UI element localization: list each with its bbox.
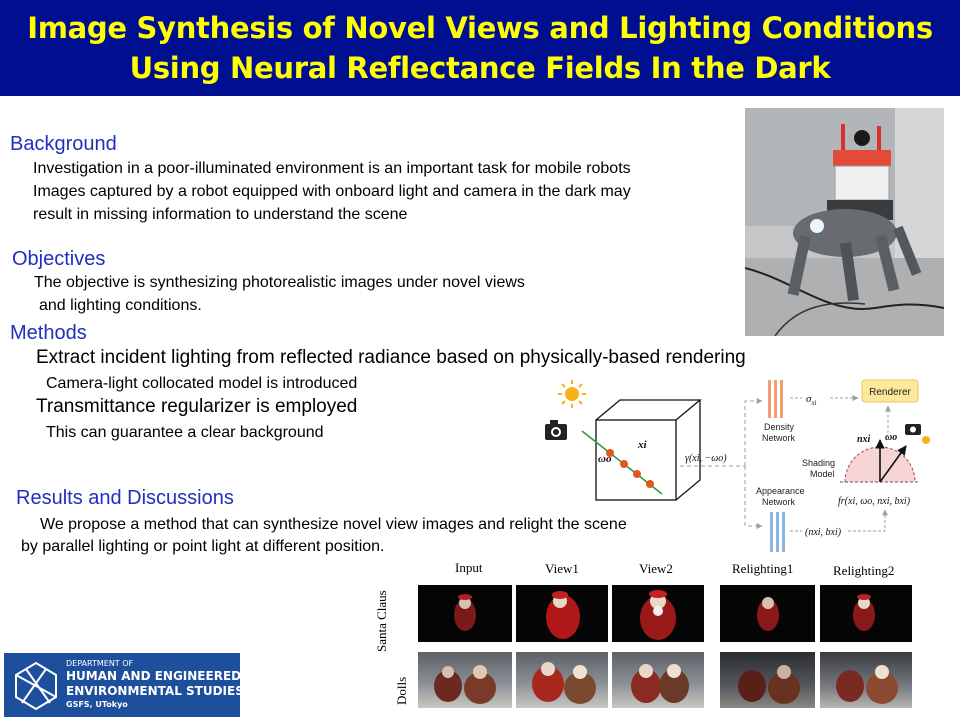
background-line-3: result in missing information to understand the scene [33, 206, 408, 223]
appearance-network-label-1: Appearance [756, 486, 805, 496]
dolls-view1-tile [516, 652, 608, 708]
col-label-relighting1: Relighting1 [732, 561, 794, 576]
diagram-fr-label: fr(xi, ωo, nxi, bxi) [838, 496, 911, 507]
diagram-xi-label: xi [638, 439, 647, 451]
diagram-omega-label: ωo [598, 453, 612, 465]
methods-heading: Methods [10, 322, 87, 344]
row-label-santa: Santa Claus [374, 590, 389, 652]
methods-point-1: Extract incident lighting from reflected radiance based on physically-based rendering [36, 347, 746, 368]
background-line-2: Images captured by a robot equipped with onboard light and camera in the dark may [33, 183, 631, 200]
dolls-view2-tile [612, 652, 704, 708]
robot-photo [745, 108, 944, 336]
density-network-label-1: Density [764, 422, 795, 432]
title-banner [0, 0, 960, 96]
shading-model-label-2: Model [810, 469, 835, 479]
santa-view2-tile [612, 585, 704, 642]
logo-line-2: HUMAN AND ENGINEERED [66, 669, 242, 683]
santa-relight1-tile [720, 585, 815, 642]
row-label-dolls: Dolls [394, 676, 409, 705]
background-heading: Background [10, 133, 117, 155]
col-label-relighting2: Relighting2 [833, 563, 895, 578]
density-network-bars [768, 380, 783, 418]
results-line-2: by parallel lighting or point light at different position. [21, 538, 385, 555]
sun-icon [558, 380, 586, 408]
diagram-n-label: nxi [857, 434, 871, 445]
dolls-input-tile [418, 652, 512, 708]
appearance-network-bars [770, 512, 785, 552]
col-label-view2: View2 [639, 561, 673, 576]
shading-model-label-1: Shading [802, 458, 836, 468]
methods-point-2: Transmittance regularizer is employed [36, 396, 358, 417]
col-label-input: Input [455, 560, 483, 575]
title-line-2: Using Neural Reflectance Fields In the Dark [129, 51, 831, 85]
appearance-network-label-2: Network [762, 497, 796, 507]
camera-icon-right [905, 424, 921, 435]
logo-line-3: ENVIRONMENTAL STUDIES [66, 684, 244, 698]
methods-sub-1: Camera-light collocated model is introduced [46, 375, 358, 392]
dolls-relight2-tile [820, 652, 912, 708]
results-line-1: We propose a method that can synthesize novel view images and relight the scene [40, 516, 627, 533]
renderer-label: Renderer [869, 387, 911, 398]
methods-sub-2: This can guarantee a clear background [46, 424, 324, 441]
results-heading: Results and Discussions [16, 487, 234, 509]
logo-line-4: GSFS, UTokyo [66, 700, 128, 709]
santa-relight2-tile [820, 585, 912, 642]
santa-view1-tile [516, 585, 608, 642]
santa-input-tile [418, 585, 512, 642]
objectives-line-1: The objective is synthesizing photorealistic images under novel views [34, 274, 525, 291]
department-logo [4, 653, 244, 717]
objectives-line-2: and lighting conditions. [39, 297, 202, 314]
diagram-nb-label: (nxi, bxi) [805, 527, 842, 538]
sun-icon-right [922, 436, 930, 444]
background-line-1: Investigation in a poor-illuminated environment is an important task for mobile robots [33, 160, 631, 177]
diagram-sigma-label: $\sigma_{xi}$ [806, 393, 817, 407]
diagram-omega-right-label: ωo [885, 432, 898, 443]
diagram-gamma-label: γ(xi, −ωo) [685, 453, 727, 464]
robot-photo-graphic [745, 108, 944, 336]
logo-line-1: DEPARTMENT OF [66, 659, 134, 668]
objectives-heading: Objectives [12, 248, 106, 270]
camera-icon [545, 420, 567, 440]
dolls-relight1-tile [720, 652, 815, 708]
department-logo-mark [10, 659, 62, 711]
title-line-1: Image Synthesis of Novel Views and Lighting Conditions [27, 11, 933, 45]
density-network-label-2: Network [762, 433, 796, 443]
col-label-view1: View1 [545, 561, 579, 576]
